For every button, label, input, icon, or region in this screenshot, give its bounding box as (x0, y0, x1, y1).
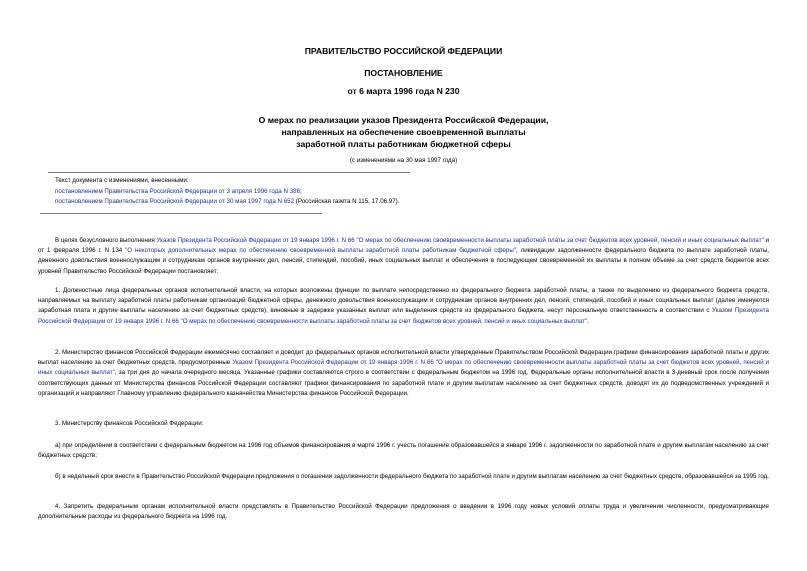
decree-66-link[interactable]: Указом Президента Российской Федерации от 19 января 1996 г. N 66 "О мерах по обеспечению своевременности выплаты заработной платы за счет бюджетов всех уровней, пенсий и иных социальных выплат" (38, 359, 770, 377)
date-number: от 6 марта 1996 года N 230 (347, 86, 460, 96)
government-heading: ПРАВИТЕЛЬСТВО РОССИЙСКОЙ ФЕДЕРАЦИИ (304, 46, 503, 56)
ref-link-652[interactable]: постановлением Правительства Российской Федерации от 30 мая 1997 года N 652 (55, 198, 295, 205)
ref-link-386[interactable]: постановлением Правительства Российской Федерации от 3 апреля 1996 года N 386 (55, 187, 301, 195)
paragraph-3a: а) при определении в соответствии с федеральным бюджетом на 1996 год объемов финансирования в марте 1996 г. учесть погашение образовавшейся в январе 1996 г. задолженности по заработной плате и другим выплатам населению за счет бюджетных средств; (38, 442, 769, 460)
doc-type-heading: ПОСТАНОВЛЕНИЕ (364, 68, 443, 78)
title-line: заработной платы работникам бюджетной сферы (296, 139, 511, 149)
divider (40, 213, 322, 214)
document-title (0, 114, 807, 150)
amendment-refs (55, 176, 399, 208)
decree-66-link[interactable]: Указом Президента Российской Федерации от 19 января 1996 г. N 66 "О мерах по обеспечению своевременности выплаты заработной платы за счет бюджетов всех уровней, пенсий и иных социальных выплат" (38, 307, 769, 325)
decree-66-link[interactable]: Указов Президента Российской Федерации от 19 января 1996 г. N 66 "О мерах по обеспечению своевременности выплаты заработной платы за счет бюджетов всех уровней, пенсий и иных социальных выплат" (156, 237, 764, 244)
title-line: направленных на обеспечение своевременной выплаты (281, 127, 526, 137)
ref-item: постановлением Правительства Российской Федерации от 30 мая 1997 года N 652 (Российская газета N 115, 17.06.97). (55, 198, 400, 205)
amendment-note: (с изменениями на 30 мая 1997 года) (349, 157, 458, 164)
title-line: О мерах по реализации указов Президента Российской Федерации, (258, 115, 549, 125)
paragraph-2: 2. Министерство финансов Российской Федерации ежемесячно составляет и доводит до федеральных органов исполнительной власти утвержденные Правительством Российской Федерации графики финансирования заработной платы и других выплат населению за счет бюджетных средств, предусмотренные Указом Президента Российской Федерации от 19 января 1996 г. N 66 "О мерах по обеспечению своевременности выплаты заработной платы за счет бюджетов всех уровней, пенсий и иных социальных выплат", за три дня до начала очередного месяца. Указанные графики составляются строго в соответствии с федеральным бюджетом на 1996 год. Федеральные органы исполнительной власти в 3-дневный срок после получения соответствующих данных от Министерства финансов Российской Федерации составляют графики финансирования по заработной плате и другим выплатам населению за счет бюджетных средств, доводят их до подведомственных учреждений и организаций и направляют Главному управлению федерального казначейства Министерства финансов Российской Федерации. (38, 349, 770, 397)
refs-intro: Текст документа с изменениями, внесенными: (55, 177, 189, 184)
paragraph-4: 4. Запретить федеральным органам исполнительной власти представлять в Правительство Российской Федерации предложения о введении в 1996 году новых условий оплаты труда и увеличении численности, предусматривающие дополнительные расходы из федерального бюджета на 1996 год. (38, 503, 769, 521)
ref-item: постановлением Правительства Российской Федерации от 3 апреля 1996 года N 386; (55, 187, 302, 195)
decree-134-link[interactable]: "О некоторых дополнительных мерах по обеспечению своевременной выплаты заработной платы работникам бюджетной сферы" (125, 247, 516, 255)
paragraph-1: 1. Должностные лица федеральных органов исполнительной власти, на которых возложены функции по выплате непосредственно из федерального бюджета заработной платы, а также по выделению из федерального бюджета средств, направляемых на выплату заработной платы работникам организаций бюджетной сферы, денежного довольствия военнослужащим и сотрудникам органов внутренних дел, пенсий, стипендий, пособий и иных социальных выплат (далее именуются заработная плата и другие выплаты населению за счет бюджетных средств), виновные в задержке указанных выплат или выделения средств из федерального бюджета, несут персональную ответственность в соответствии с Указом Президента Российской Федерации от 19 января 1996 г. N 66 "О мерах по обеспечению своевременности выплаты заработной платы за счет бюджетов всех уровней, пенсий и иных социальных выплат". (38, 287, 769, 325)
paragraph-3: 3. Министерству финансов Российской Федерации: (55, 420, 204, 427)
paragraph-intro: В целях безусловного выполнения Указов Президента Российской Федерации от 19 января 1996 г. N 66 "О мерах по обеспечению своевременности выплаты заработной платы за счет бюджетов всех уровней, пенсий и иных социальных выплат" и от 1 февраля 1996 г. N 134 "О некоторых дополнительных мерах по обеспечению своевременной выплаты заработной платы работникам бюджетной сферы", ликвидации задолженности федерального бюджета по выплате заработной платы, денежного довольствия военнослужащим и сотрудникам органов внутренних дел, пенсий, стипендий, пособий, иных социальных выплат и обеспечения в последующем своевременной их выплаты в полном объеме за счет средств бюджетов всех уровней Правительство Российской Федерации постановляет: (38, 237, 769, 275)
paragraph-3b: б) в недельный срок внести в Правительство Российской Федерации предложения о погашении задолженности федерального бюджета по заработной плате и другим выплатам населению за счет бюджетных средств, образовавшейся за 1995 год. (55, 473, 769, 480)
divider (48, 172, 410, 173)
